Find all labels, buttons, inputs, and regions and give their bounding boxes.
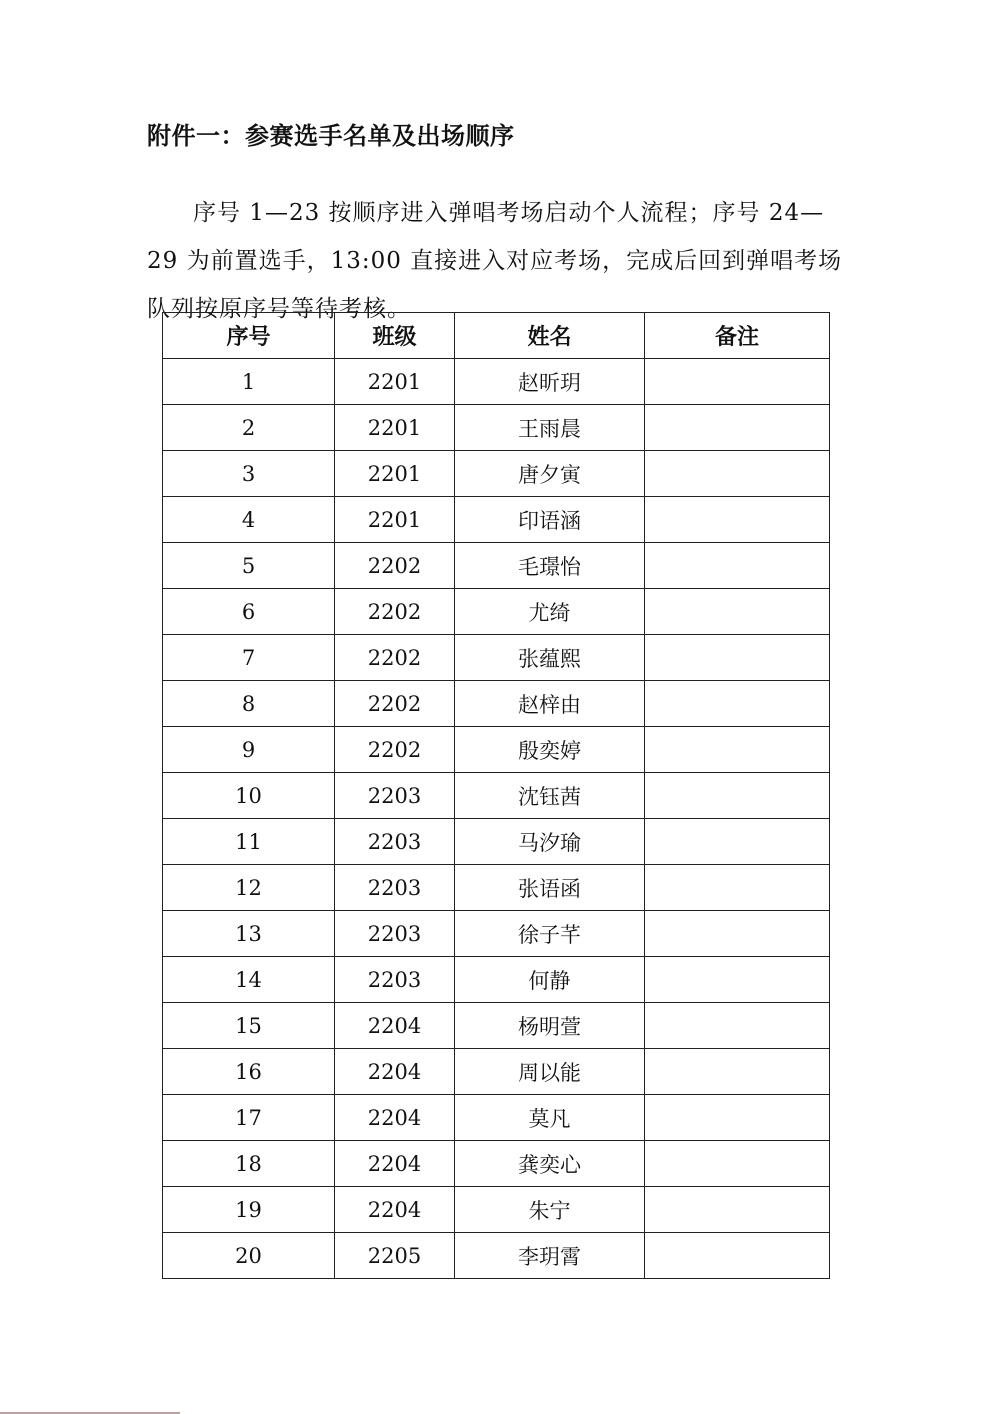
cell-number: 1: [163, 359, 335, 405]
cell-number: 20: [163, 1233, 335, 1279]
cell-name: 周以能: [455, 1049, 645, 1095]
cell-remarks: [645, 497, 830, 543]
table-header-row: [163, 313, 830, 359]
cell-class: 2201: [335, 359, 455, 405]
table-row: [163, 1095, 830, 1141]
table-row: [163, 773, 830, 819]
cell-number: 7: [163, 635, 335, 681]
cell-number: 18: [163, 1141, 335, 1187]
contestant-table: [162, 312, 830, 1279]
header-remarks: 备注: [645, 313, 830, 359]
table-row: [163, 1003, 830, 1049]
cell-remarks: [645, 359, 830, 405]
cell-number: 14: [163, 957, 335, 1003]
table-row: [163, 1141, 830, 1187]
cell-number: 13: [163, 911, 335, 957]
table-row: [163, 359, 830, 405]
cell-class: 2203: [335, 865, 455, 911]
cell-class: 2203: [335, 773, 455, 819]
cell-name: 毛璟怡: [455, 543, 645, 589]
cell-class: 2202: [335, 543, 455, 589]
cell-name: 马汐瑜: [455, 819, 645, 865]
cell-remarks: [645, 865, 830, 911]
cell-remarks: [645, 1233, 830, 1279]
cell-name: 王雨晨: [455, 405, 645, 451]
table-row: [163, 727, 830, 773]
cell-name: 尤绮: [455, 589, 645, 635]
cell-remarks: [645, 957, 830, 1003]
table-row: [163, 497, 830, 543]
cell-class: 2204: [335, 1095, 455, 1141]
cell-name: 何静: [455, 957, 645, 1003]
cell-number: 3: [163, 451, 335, 497]
table-row: [163, 589, 830, 635]
cell-number: 6: [163, 589, 335, 635]
cell-number: 15: [163, 1003, 335, 1049]
cell-number: 16: [163, 1049, 335, 1095]
cell-number: 8: [163, 681, 335, 727]
cell-class: 2201: [335, 451, 455, 497]
cell-class: 2201: [335, 497, 455, 543]
cell-remarks: [645, 1003, 830, 1049]
cell-remarks: [645, 727, 830, 773]
cell-remarks: [645, 681, 830, 727]
cell-name: 印语涵: [455, 497, 645, 543]
cell-number: 10: [163, 773, 335, 819]
cell-remarks: [645, 543, 830, 589]
cell-name: 赵梓由: [455, 681, 645, 727]
table-row: [163, 911, 830, 957]
cell-class: 2202: [335, 589, 455, 635]
table-row: [163, 1233, 830, 1279]
cell-class: 2202: [335, 635, 455, 681]
cell-remarks: [645, 1187, 830, 1233]
table-row: [163, 957, 830, 1003]
cell-remarks: [645, 911, 830, 957]
cell-name: 莫凡: [455, 1095, 645, 1141]
table-row: [163, 819, 830, 865]
cell-number: 11: [163, 819, 335, 865]
cell-class: 2204: [335, 1003, 455, 1049]
cell-name: 张语函: [455, 865, 645, 911]
cell-class: 2201: [335, 405, 455, 451]
cell-class: 2205: [335, 1233, 455, 1279]
cell-class: 2202: [335, 727, 455, 773]
cell-number: 17: [163, 1095, 335, 1141]
table-row: [163, 1187, 830, 1233]
cell-name: 龚奕心: [455, 1141, 645, 1187]
cell-remarks: [645, 405, 830, 451]
cell-number: 12: [163, 865, 335, 911]
cell-name: 李玥霄: [455, 1233, 645, 1279]
table-row: [163, 451, 830, 497]
table-row: [163, 635, 830, 681]
cell-class: 2202: [335, 681, 455, 727]
cell-class: 2204: [335, 1049, 455, 1095]
cell-class: 2203: [335, 819, 455, 865]
table-body: [163, 359, 830, 1279]
cell-name: 沈钰茜: [455, 773, 645, 819]
cell-remarks: [645, 635, 830, 681]
cell-remarks: [645, 1049, 830, 1095]
header-name: 姓名: [455, 313, 645, 359]
cell-name: 赵昕玥: [455, 359, 645, 405]
cell-number: 9: [163, 727, 335, 773]
cell-remarks: [645, 589, 830, 635]
cell-class: 2203: [335, 911, 455, 957]
cell-name: 朱宁: [455, 1187, 645, 1233]
cell-number: 19: [163, 1187, 335, 1233]
cell-name: 杨明萱: [455, 1003, 645, 1049]
cell-name: 徐子芊: [455, 911, 645, 957]
cell-name: 张蕴熙: [455, 635, 645, 681]
document-heading: 附件一：参赛选手名单及出场顺序: [147, 122, 515, 150]
cell-remarks: [645, 1095, 830, 1141]
cell-number: 4: [163, 497, 335, 543]
table-row: [163, 543, 830, 589]
cell-remarks: [645, 773, 830, 819]
cell-class: 2204: [335, 1187, 455, 1233]
header-class: 班级: [335, 313, 455, 359]
cell-number: 5: [163, 543, 335, 589]
table-row: [163, 405, 830, 451]
cell-remarks: [645, 1141, 830, 1187]
table-row: [163, 865, 830, 911]
cell-name: 殷奕婷: [455, 727, 645, 773]
table-row: [163, 1049, 830, 1095]
cell-class: 2203: [335, 957, 455, 1003]
cell-class: 2204: [335, 1141, 455, 1187]
cell-name: 唐夕寅: [455, 451, 645, 497]
cell-number: 2: [163, 405, 335, 451]
cell-remarks: [645, 819, 830, 865]
header-number: 序号: [163, 313, 335, 359]
instructions-paragraph: 序号 1—23 按顺序进入弹唱考场启动个人流程；序号 24—29 为前置选手，13:00 直接进入对应考场，完成后回到弹唱考场队列按原序号等待考核。: [147, 200, 843, 322]
table-row: [163, 681, 830, 727]
cell-remarks: [645, 451, 830, 497]
